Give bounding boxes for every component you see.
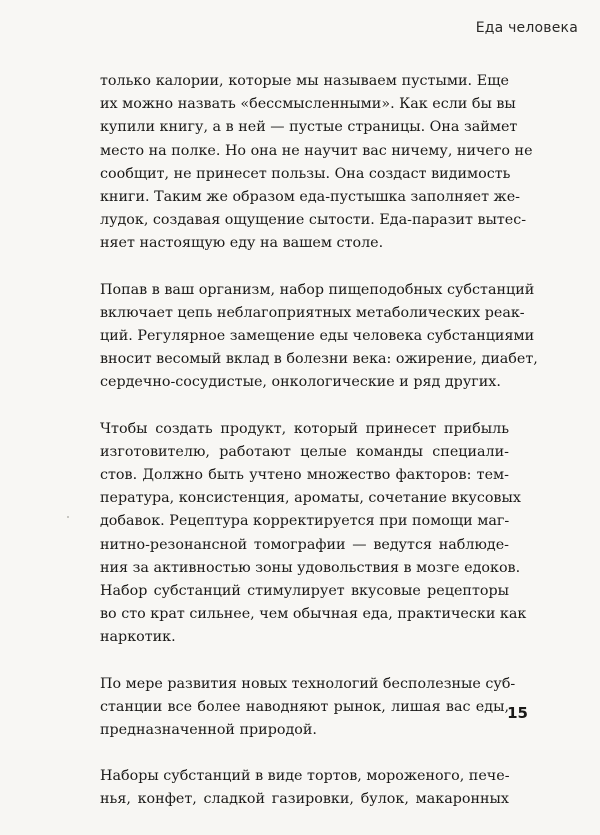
- text-line: изготовителю, работают целые команды специали-: [100, 443, 509, 460]
- text-line: книги. Таким же образом еда-пустышка заполняет же-: [100, 189, 521, 206]
- text-line: лудок, создавая ощущение сытости. Еда-паразит вытес-: [100, 212, 527, 229]
- text-line: купили книгу, а в ней — пустые страницы. Она займет: [100, 119, 518, 136]
- text-line: включает цепь неблагоприятных метаболических реак-: [100, 304, 525, 321]
- text-line: станции все более наводняют рынок, лишая вас еды,: [100, 698, 509, 715]
- paragraph-1: [100, 70, 533, 256]
- paragraph-3: [100, 418, 527, 650]
- text-line: сообщит, не принесет пользы. Она создаст видимость: [100, 165, 511, 182]
- text-line: пература, консистенция, ароматы, сочетание вкусовых: [100, 490, 521, 507]
- text-line: Набор субстанций стимулирует вкусовые рецепторы: [100, 583, 509, 600]
- text-line: место на полке. Но она не научит вас ничему, ничего не: [100, 142, 533, 159]
- text-line: нитно-резонансной томографии — ведутся наблюде-: [100, 536, 509, 553]
- text-line: их можно назвать «бессмысленными». Как если бы вы: [100, 96, 516, 113]
- text-line: Чтобы создать продукт, который принесет прибыль: [100, 420, 509, 437]
- text-line: наркотик.: [100, 629, 176, 646]
- text-line: нья, конфет, сладкой газировки, булок, макаронных: [100, 791, 509, 808]
- text-line: только калории, которые мы называем пустыми. Еще: [100, 73, 509, 89]
- paragraph-5: [100, 765, 509, 811]
- page-number: 15: [507, 704, 528, 722]
- text-line: Наборы субстанций в виде тортов, мороженого, пече-: [100, 768, 510, 785]
- paragraph-4: [100, 673, 516, 743]
- text-line: сердечно-сосудистые, онкологические и ряд других.: [100, 374, 501, 391]
- running-head: Еда человека: [475, 20, 578, 36]
- paper-speck: [67, 516, 69, 518]
- text-line: предназначенной природой.: [100, 722, 317, 739]
- text-line: стов. Должно быть учтено множество факторов: тем-: [100, 467, 509, 484]
- text-line: няет настоящую еду на вашем столе.: [100, 235, 384, 252]
- text-line: вносит весомый вклад в болезни века: ожирение, диабет,: [100, 351, 538, 368]
- text-line: Попав в ваш организм, набор пищеподобных субстанций: [100, 281, 535, 298]
- text-line: ций. Регулярное замещение еды человека субстанциями: [100, 328, 535, 345]
- text-line: По мере развития новых технологий бесполезные суб-: [100, 675, 516, 692]
- text-line: во сто крат сильнее, чем обычная еда, практически как: [100, 606, 527, 623]
- paragraph-2: [100, 279, 538, 395]
- text-line: ния за активностью зоны удовольствия в мозге едоков.: [100, 559, 521, 576]
- text-line: добавок. Рецептура корректируется при помощи маг-: [100, 513, 510, 530]
